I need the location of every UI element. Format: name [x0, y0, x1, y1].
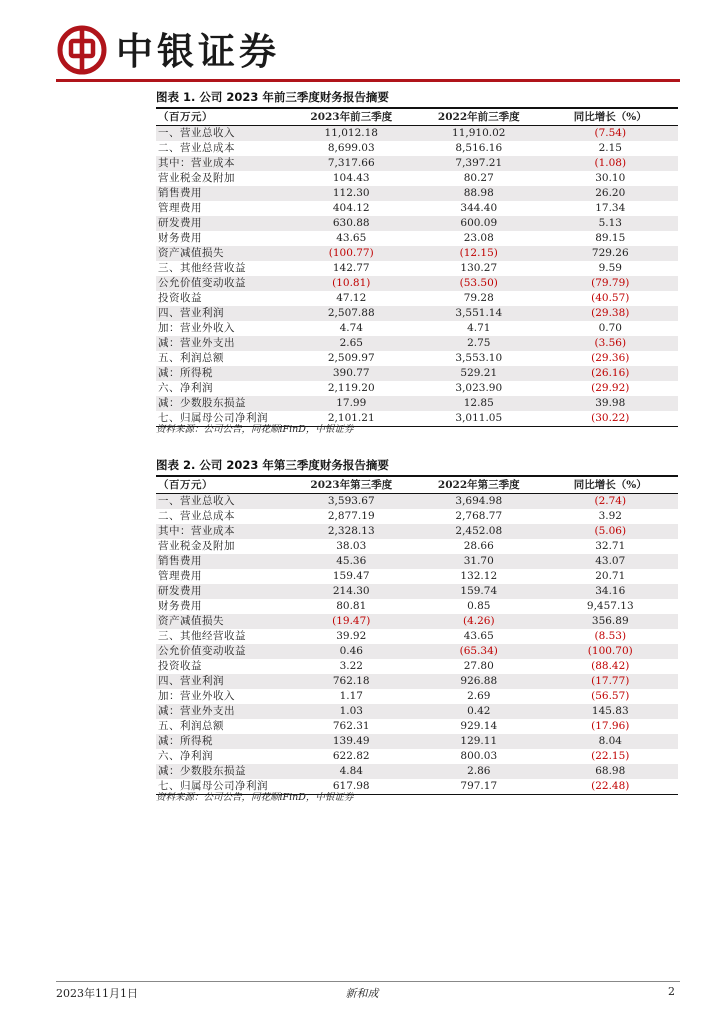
table-row	[156, 734, 678, 749]
row-label: 六、净利润	[158, 382, 213, 394]
row-label: 一、营业总收入	[158, 127, 235, 139]
value-cell: 23.08	[463, 232, 494, 244]
value-cell: 7,317.66	[327, 157, 375, 169]
page-header	[0, 0, 724, 82]
value-cell: 88.98	[463, 187, 494, 199]
value-cell: 27.80	[463, 660, 494, 672]
value-cell: 39.92	[336, 630, 367, 642]
value-cell: 2,768.77	[455, 510, 503, 522]
value-cell: (40.57)	[591, 292, 630, 304]
value-cell: 12.85	[463, 397, 494, 409]
value-cell: (1.08)	[594, 157, 627, 169]
header-cell: （百万元）	[158, 110, 213, 123]
value-cell: 2.75	[467, 337, 491, 349]
row-label: 研发费用	[158, 585, 202, 597]
row-label: 减：营业外支出	[158, 337, 235, 349]
value-cell: 145.83	[591, 705, 629, 717]
value-cell: (65.34)	[459, 645, 498, 657]
table1	[156, 107, 678, 427]
table-row	[156, 321, 678, 336]
value-cell: 39.98	[595, 397, 626, 409]
table-row	[156, 291, 678, 306]
row-label: 四、营业利润	[158, 675, 224, 687]
value-cell: 729.26	[591, 247, 629, 259]
row-label: 管理费用	[158, 570, 202, 582]
table-row	[156, 126, 678, 141]
page-number: 2	[668, 985, 675, 998]
table-row	[156, 719, 678, 734]
value-cell: 4.84	[339, 765, 363, 777]
row-label: 三、其他经营收益	[158, 630, 246, 642]
value-cell: 32.71	[595, 540, 626, 552]
row-label: 资产减值损失	[158, 615, 224, 627]
value-cell: (3.56)	[594, 337, 627, 349]
table-row	[156, 674, 678, 689]
row-label: 财务费用	[158, 600, 202, 612]
value-cell: 17.34	[595, 202, 626, 214]
table-row	[156, 659, 678, 674]
value-cell: 159.74	[460, 585, 498, 597]
value-cell: 9.59	[598, 262, 622, 274]
value-cell: (5.06)	[594, 525, 627, 537]
row-label: 管理费用	[158, 202, 202, 214]
value-cell: 529.21	[460, 367, 498, 379]
row-label: 销售费用	[158, 187, 202, 199]
value-cell: 3,694.98	[455, 495, 503, 507]
value-cell: 38.03	[336, 540, 367, 552]
value-cell: (29.92)	[591, 382, 630, 394]
value-cell: 11,910.02	[452, 127, 506, 139]
row-label: 四、营业利润	[158, 307, 224, 319]
value-cell: 43.07	[595, 555, 626, 567]
table-row	[156, 689, 678, 704]
value-cell: (100.70)	[587, 645, 633, 657]
value-cell: 4.71	[467, 322, 491, 334]
value-cell: 20.71	[595, 570, 626, 582]
value-cell: 622.82	[332, 750, 370, 762]
table-row	[156, 261, 678, 276]
value-cell: 47.12	[336, 292, 367, 304]
row-label: 公允价值变动收益	[158, 645, 246, 657]
value-cell: (29.38)	[591, 307, 630, 319]
value-cell: 2,119.20	[327, 382, 375, 394]
value-cell: 4.74	[339, 322, 363, 334]
value-cell: 34.16	[595, 585, 626, 597]
value-cell: 2.86	[467, 765, 491, 777]
table-row	[156, 171, 678, 186]
table-row	[156, 366, 678, 381]
value-cell: 129.11	[460, 735, 498, 747]
value-cell: (30.22)	[591, 412, 630, 424]
row-label: 公允价值变动收益	[158, 277, 246, 289]
value-cell: 2,101.21	[327, 412, 375, 424]
table-row	[156, 584, 678, 599]
value-cell: 8,516.16	[455, 142, 503, 154]
table-row	[156, 156, 678, 171]
value-cell: (53.50)	[459, 277, 498, 289]
table-row	[156, 201, 678, 216]
value-cell: 344.40	[460, 202, 498, 214]
row-label: 五、利润总额	[158, 720, 224, 732]
value-cell: (2.74)	[594, 495, 627, 507]
header-cell: 2023年第三季度	[310, 478, 393, 491]
value-cell: 31.70	[463, 555, 494, 567]
value-cell: 112.30	[332, 187, 370, 199]
table2	[156, 475, 678, 795]
header-cell: 同比增长（%）	[573, 478, 647, 491]
value-cell: 30.10	[595, 172, 626, 184]
value-cell: 2.65	[339, 337, 363, 349]
table2-source: 资料来源：公司公告，同花顺iFinD，中银证券	[156, 792, 354, 803]
value-cell: 762.31	[332, 720, 370, 732]
value-cell: 3,553.10	[455, 352, 503, 364]
value-cell: 2.69	[467, 690, 491, 702]
value-cell: (17.96)	[591, 720, 630, 732]
footer-divider	[56, 981, 680, 982]
table-row	[156, 141, 678, 156]
table1-source: 资料来源：公司公告，同花顺iFinD，中银证券	[156, 424, 354, 435]
table2-title: 图表 2. 公司 2023 年第三季度财务报告摘要	[156, 458, 389, 472]
value-cell: 43.65	[336, 232, 367, 244]
value-cell: 0.42	[467, 705, 491, 717]
value-cell: 0.46	[339, 645, 363, 657]
value-cell: 45.36	[336, 555, 367, 567]
value-cell: 2.15	[598, 142, 622, 154]
footer-company: 新和成	[345, 987, 379, 1000]
row-label: 加：营业外收入	[158, 322, 235, 334]
value-cell: 1.17	[339, 690, 363, 702]
table-header-row	[156, 477, 678, 494]
header-cell: 2023年前三季度	[310, 110, 393, 123]
table-row	[156, 629, 678, 644]
value-cell: 926.88	[460, 675, 498, 687]
value-cell: (7.54)	[594, 127, 627, 139]
header-cell: 同比增长（%）	[573, 110, 647, 123]
value-cell: 3.92	[598, 510, 622, 522]
value-cell: (12.15)	[459, 247, 498, 259]
row-label: 其中：营业成本	[158, 525, 235, 537]
value-cell: (4.26)	[462, 615, 495, 627]
value-cell: 26.20	[595, 187, 626, 199]
value-cell: 7,397.21	[455, 157, 503, 169]
row-label: 财务费用	[158, 232, 202, 244]
row-label: 六、净利润	[158, 750, 213, 762]
table-row	[156, 704, 678, 719]
value-cell: 132.12	[460, 570, 498, 582]
table-row	[156, 396, 678, 411]
value-cell: 1.03	[339, 705, 363, 717]
value-cell: 8,699.03	[327, 142, 375, 154]
table-row	[156, 644, 678, 659]
value-cell: 762.18	[332, 675, 370, 687]
value-cell: 0.85	[467, 600, 491, 612]
table-row	[156, 276, 678, 291]
value-cell: (79.79)	[591, 277, 630, 289]
value-cell: 800.03	[460, 750, 498, 762]
row-label: 五、利润总额	[158, 352, 224, 364]
table-row	[156, 599, 678, 614]
value-cell: (10.81)	[332, 277, 371, 289]
value-cell: 142.77	[332, 262, 370, 274]
row-label: 一、营业总收入	[158, 495, 235, 507]
value-cell: 28.66	[463, 540, 494, 552]
row-label: 投资收益	[158, 292, 202, 304]
row-label: 二、营业总成本	[158, 142, 235, 154]
value-cell: 797.17	[460, 780, 498, 792]
row-label: 减：少数股东损益	[158, 397, 246, 409]
value-cell: 3,551.14	[455, 307, 503, 319]
value-cell: 89.15	[595, 232, 626, 244]
value-cell: 3.22	[339, 660, 363, 672]
value-cell: 43.65	[463, 630, 494, 642]
brand-name: 中银证券	[116, 30, 280, 73]
table-row	[156, 509, 678, 524]
value-cell: 104.43	[332, 172, 370, 184]
row-label: 研发费用	[158, 217, 202, 229]
value-cell: 600.09	[460, 217, 498, 229]
value-cell: 2,877.19	[327, 510, 375, 522]
value-cell: 11,012.18	[324, 127, 378, 139]
value-cell: 404.12	[332, 202, 370, 214]
bank-of-china-logo-icon	[56, 24, 108, 76]
row-label: 投资收益	[158, 660, 202, 672]
value-cell: (19.47)	[332, 615, 371, 627]
table-row	[156, 381, 678, 396]
row-label: 其中：营业成本	[158, 157, 235, 169]
row-label: 营业税金及附加	[158, 172, 235, 184]
header-divider	[56, 79, 680, 82]
table-row	[156, 749, 678, 764]
value-cell: 2,328.13	[327, 525, 375, 537]
table-header-row	[156, 109, 678, 126]
row-label: 减：所得税	[158, 367, 213, 379]
row-label: 加：营业外收入	[158, 690, 235, 702]
table-body	[156, 126, 678, 426]
table-row	[156, 494, 678, 509]
row-label: 七、归属母公司净利润	[158, 780, 268, 792]
value-cell: (56.57)	[591, 690, 630, 702]
table-row	[156, 246, 678, 261]
table-row	[156, 539, 678, 554]
value-cell: 17.99	[336, 397, 367, 409]
value-cell: 130.27	[460, 262, 498, 274]
table-row	[156, 216, 678, 231]
value-cell: 929.14	[460, 720, 498, 732]
table-row	[156, 306, 678, 321]
value-cell: 3,011.05	[455, 412, 503, 424]
footer-date: 2023年11月1日	[56, 987, 138, 1000]
table-row	[156, 614, 678, 629]
value-cell: 390.77	[332, 367, 370, 379]
row-label: 营业税金及附加	[158, 540, 235, 552]
table-row	[156, 231, 678, 246]
value-cell: 2,452.08	[455, 525, 503, 537]
row-label: 二、营业总成本	[158, 510, 235, 522]
value-cell: 8.04	[598, 735, 622, 747]
value-cell: 3,023.90	[455, 382, 503, 394]
value-cell: 356.89	[591, 615, 629, 627]
value-cell: (22.15)	[591, 750, 630, 762]
header-cell: 2022年第三季度	[437, 478, 520, 491]
value-cell: (17.77)	[591, 675, 630, 687]
row-label: 减：营业外支出	[158, 705, 235, 717]
header-cell: （百万元）	[158, 478, 213, 491]
row-label: 减：少数股东损益	[158, 765, 246, 777]
value-cell: 159.47	[332, 570, 370, 582]
value-cell: 617.98	[332, 780, 370, 792]
value-cell: (100.77)	[328, 247, 374, 259]
table-row	[156, 764, 678, 779]
value-cell: (88.42)	[591, 660, 630, 672]
row-label: 减：所得税	[158, 735, 213, 747]
row-label: 销售费用	[158, 555, 202, 567]
table1-title: 图表 1. 公司 2023 年前三季度财务报告摘要	[156, 90, 389, 104]
value-cell: (22.48)	[591, 780, 630, 792]
value-cell: 5.13	[598, 217, 622, 229]
value-cell: (26.16)	[591, 367, 630, 379]
value-cell: (29.36)	[591, 352, 630, 364]
value-cell: 68.98	[595, 765, 626, 777]
value-cell: 2,509.97	[327, 352, 375, 364]
row-label: 资产减值损失	[158, 247, 224, 259]
value-cell: 80.27	[463, 172, 494, 184]
value-cell: 80.81	[336, 600, 367, 612]
table-row	[156, 351, 678, 366]
value-cell: 139.49	[332, 735, 370, 747]
table-body	[156, 494, 678, 794]
header-cell: 2022年前三季度	[437, 110, 520, 123]
row-label: 三、其他经营收益	[158, 262, 246, 274]
table-row	[156, 524, 678, 539]
value-cell: (8.53)	[594, 630, 627, 642]
value-cell: 3,593.67	[327, 495, 375, 507]
row-label: 七、归属母公司净利润	[158, 412, 268, 424]
table-row	[156, 554, 678, 569]
table-row	[156, 336, 678, 351]
table-row	[156, 569, 678, 584]
value-cell: 2,507.88	[327, 307, 375, 319]
table-row	[156, 186, 678, 201]
value-cell: 630.88	[332, 217, 370, 229]
value-cell: 0.70	[598, 322, 622, 334]
value-cell: 214.30	[332, 585, 370, 597]
value-cell: 9,457.13	[586, 600, 634, 612]
value-cell: 79.28	[463, 292, 494, 304]
